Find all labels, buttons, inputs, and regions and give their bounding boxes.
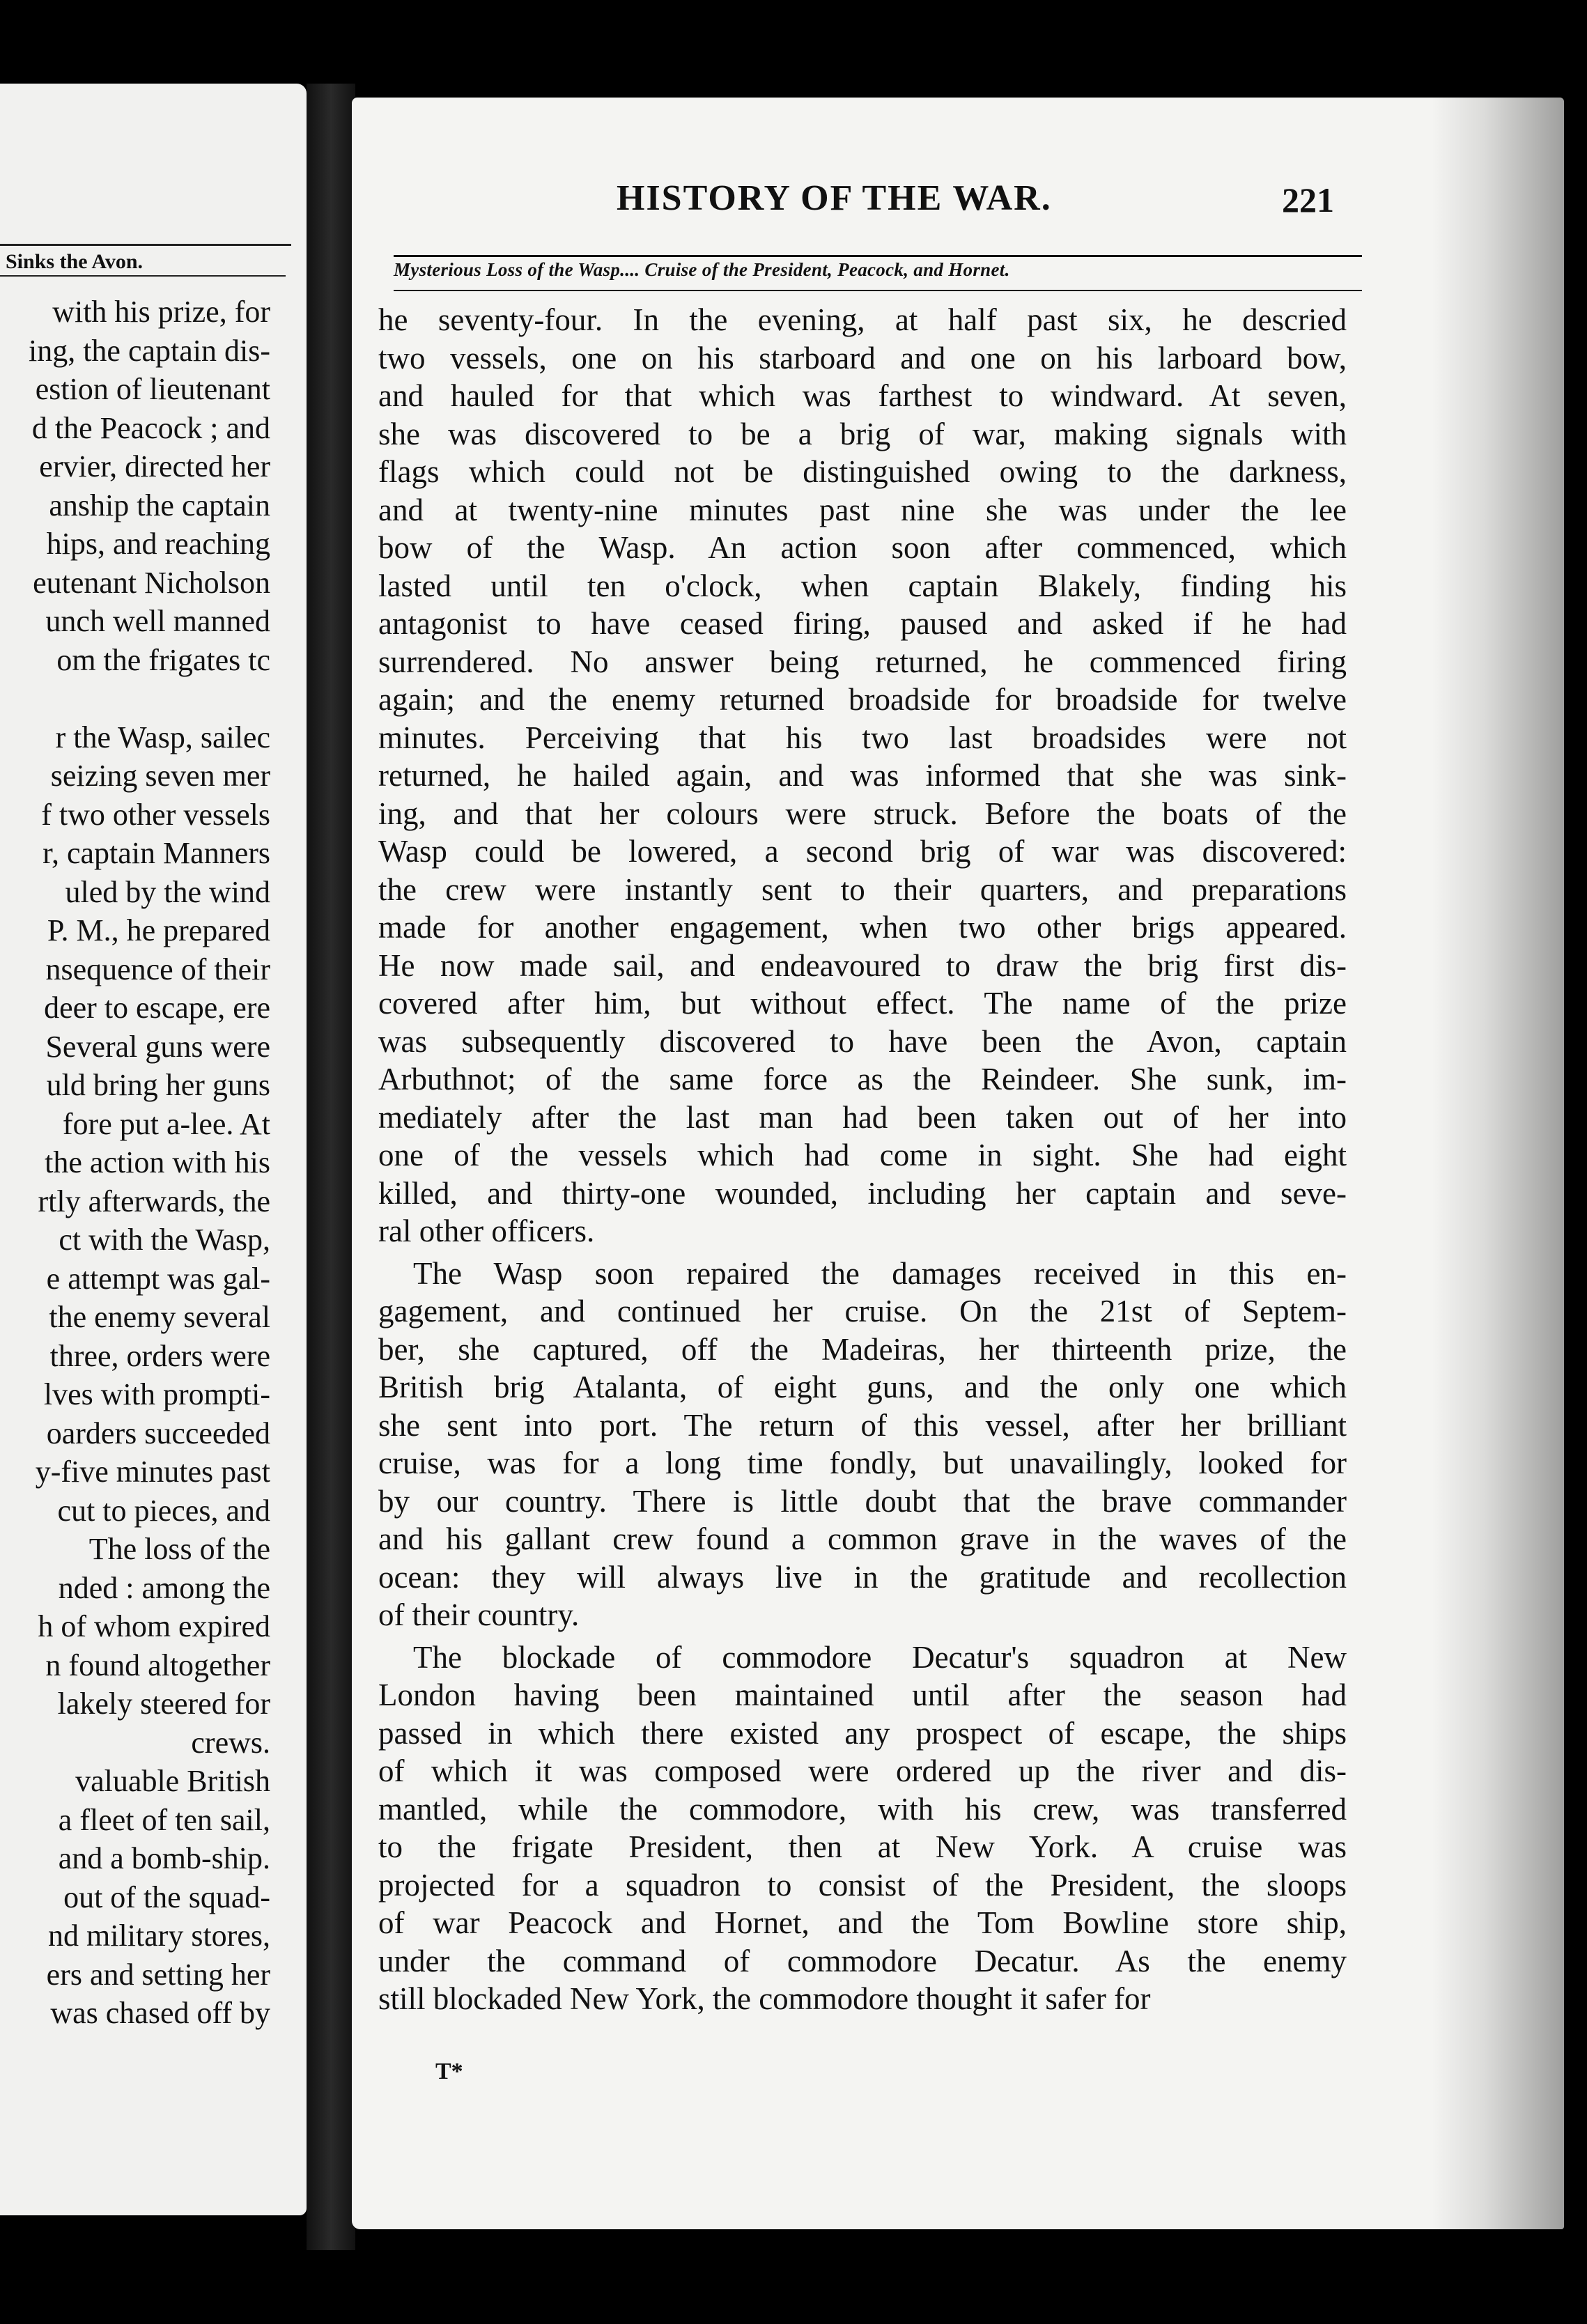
text-line: the crew were instantly sent to their quarters, and preparations — [378, 872, 1347, 907]
left-page-line: lakely steered for — [57, 1687, 270, 1721]
left-page-line: estion of lieutenant — [35, 372, 270, 406]
left-page-line: with his prize, for — [52, 295, 270, 329]
left-page-text — [0, 293, 270, 2033]
left-page-line: seizing seven mer — [50, 759, 270, 793]
left-page-line: e attempt was gal- — [46, 1261, 270, 1296]
left-page-line: om the frigates tc — [56, 642, 270, 677]
paragraph — [378, 1255, 1347, 1634]
left-page-line: n found altogether — [45, 1648, 270, 1682]
text-line: Wasp could be lowered, a second brig of war was discovered: — [378, 834, 1347, 869]
left-page-line: hips, and reaching — [46, 527, 270, 561]
book-page — [352, 98, 1564, 2229]
left-page-line: r the Wasp, sailec — [55, 720, 270, 754]
left-page-line: oarders succeeded — [46, 1416, 270, 1450]
left-page-line: three, orders were — [49, 1338, 270, 1373]
left-page-line: valuable British — [75, 1764, 270, 1798]
text-line: was subsequently discovered to have been the Avon, captain — [378, 1023, 1347, 1059]
text-line: surrendered. No answer being returned, he commenced firing — [378, 644, 1347, 679]
left-page-line: cut to pieces, and — [57, 1493, 270, 1528]
book-gutter — [307, 84, 355, 2250]
left-page-line: eutenant Nicholson — [33, 565, 270, 600]
text-line: passed in which there existed any prospect of escape, the ships — [378, 1715, 1347, 1751]
text-line: mediately after the last man had been taken out of her into — [378, 1099, 1347, 1135]
text-line: she sent into port. The return of this vessel, after her brilliant — [378, 1407, 1347, 1443]
text-line: returned, he hailed again, and was informed that she was sink- — [378, 758, 1347, 793]
text-line: antagonist to have ceased firing, paused and asked if he had — [378, 606, 1347, 641]
text-line: ber, she captured, off the Madeiras, her thirteenth prize, the — [378, 1331, 1347, 1367]
left-page-line: deer to escape, ere — [44, 991, 270, 1025]
text-line: still blockaded New York, the commodore thought it safer for — [378, 1981, 1151, 2016]
left-page-line: d the Peacock ; and — [31, 410, 270, 445]
facing-page-left — [0, 84, 307, 2215]
left-page-line: and a bomb-ship. — [58, 1841, 270, 1875]
left-page-line: uld bring her guns — [46, 1068, 270, 1102]
running-head: HISTORY OF THE WAR. — [617, 178, 1052, 218]
left-page-line: ct with the Wasp, — [59, 1223, 270, 1257]
left-page-line: Several guns were — [45, 1029, 270, 1064]
left-page-line: ervier, directed her — [39, 449, 270, 483]
left-page-line: anship the captain — [49, 488, 270, 522]
left-page-line: out of the squad- — [63, 1880, 270, 1914]
text-line: again; and the enemy returned broadside for broadside for twelve — [378, 682, 1347, 717]
signature-mark: T* — [435, 2059, 463, 2084]
text-line: projected for a squadron to consist of the President, the sloops — [378, 1867, 1347, 1903]
text-line: of their country. — [378, 1597, 580, 1632]
left-page-line: crews. — [191, 1725, 270, 1760]
text-line: covered after him, but without effect. The name of the prize — [378, 986, 1347, 1021]
text-line: he seventy-four. In the evening, at half past six, he descried — [378, 302, 1347, 337]
text-line: He now made sail, and endeavoured to draw the brig first dis- — [378, 947, 1347, 983]
synopsis-rule — [394, 290, 1362, 291]
text-line: mantled, while the commodore, with his crew, was transferred — [378, 1791, 1347, 1827]
paragraph — [378, 301, 1347, 1250]
left-page-line: y-five minutes past — [35, 1455, 270, 1489]
page-number: 221 — [1282, 180, 1334, 219]
paragraph — [378, 1639, 1347, 2018]
text-line: she was discovered to be a brig of war, making signals with — [378, 416, 1347, 451]
left-running-head: Sinks the Avon. — [0, 244, 291, 274]
left-page-line: uled by the wind — [65, 874, 270, 909]
left-page-line: fore put a-lee. At — [62, 1106, 270, 1141]
text-line: British brig Atalanta, of eight guns, and the only one which — [378, 1370, 1347, 1404]
left-page-line: P. M., he prepared — [47, 913, 270, 947]
left-page-line: The loss of the — [88, 1532, 270, 1566]
left-page-line: nd military stores, — [48, 1919, 270, 1953]
left-page-line: a fleet of ten sail, — [58, 1802, 270, 1837]
left-page-line — [0, 679, 270, 718]
text-line: London having been maintained until after the season had — [378, 1678, 1347, 1712]
text-line: of which it was composed were ordered up the river and dis- — [378, 1753, 1347, 1788]
text-line: lasted until ten o'clock, when captain Blakely, finding his — [378, 568, 1347, 603]
page-shadow — [1432, 98, 1564, 2229]
text-line: gagement, and continued her cruise. On the 21st of Septem- — [378, 1294, 1347, 1328]
left-page-line: h of whom expired — [38, 1609, 270, 1643]
text-line: Arbuthnot; of the same force as the Reindeer. She sunk, im- — [378, 1062, 1347, 1097]
left-page-line: the action with his — [45, 1145, 270, 1179]
text-line: flags which could not be distinguished owing to the darkness, — [378, 454, 1347, 489]
text-line: and his gallant crew found a common grave in the waves of the — [378, 1521, 1347, 1556]
left-head-rule — [0, 275, 286, 277]
text-line: two vessels, one on his starboard and one on his larboard bow, — [378, 340, 1347, 375]
text-line: killed, and thirty-one wounded, including her captain and seve- — [378, 1175, 1347, 1211]
text-line: bow of the Wasp. An action soon after commenced, which — [378, 530, 1347, 565]
text-line: made for another engagement, when two other brigs appeared. — [378, 910, 1347, 945]
text-line: to the frigate President, then at New York. A cruise was — [378, 1829, 1347, 1864]
left-page-line: the enemy several — [49, 1300, 270, 1334]
left-page-line: unch well manned — [45, 604, 270, 638]
left-page-line: ers and setting her — [46, 1957, 270, 1992]
left-page-line: nded : among the — [58, 1570, 270, 1605]
left-page-line: nsequence of their — [45, 952, 270, 986]
left-page-line: f two other vessels — [41, 797, 270, 832]
text-line: minutes. Perceiving that his two last broadsides were not — [378, 720, 1347, 755]
text-line: by our country. There is little doubt that the brave commander — [378, 1483, 1347, 1519]
text-line: one of the vessels which had come in sight. She had eight — [378, 1138, 1347, 1172]
text-line: ing, and that her colours were struck. Before the boats of the — [378, 796, 1347, 831]
text-line: The blockade of commodore Decatur's squadron at New — [413, 1639, 1347, 1675]
body-text — [378, 301, 1347, 2018]
text-line: cruise, was for a long time fondly, but unavailingly, looked for — [378, 1446, 1347, 1480]
text-line: and hauled for that which was farthest to windward. At seven, — [378, 378, 1347, 413]
header-rule — [394, 255, 1362, 257]
left-page-line: ing, the captain dis- — [28, 333, 270, 368]
text-line: ral other officers. — [378, 1214, 595, 1248]
left-page-line: rtly afterwards, the — [38, 1184, 270, 1218]
left-page-line: was chased off by — [50, 1996, 270, 2030]
text-line: The Wasp soon repaired the damages received in this en- — [413, 1255, 1347, 1291]
text-line: and at twenty-nine minutes past nine she was under the lee — [378, 492, 1347, 527]
left-page-line: r, captain Manners — [42, 836, 270, 870]
text-line: under the command of commodore Decatur. As the enemy — [378, 1943, 1347, 1978]
left-page-line: lves with prompti- — [43, 1377, 270, 1411]
text-line: of war Peacock and Hornet, and the Tom Bowline store ship, — [378, 1905, 1347, 1940]
text-line: ocean: they will always live in the gratitude and recollection — [378, 1559, 1347, 1595]
page-synopsis: Mysterious Loss of the Wasp.... Cruise of the President, Peacock, and Hornet. — [394, 259, 1010, 280]
